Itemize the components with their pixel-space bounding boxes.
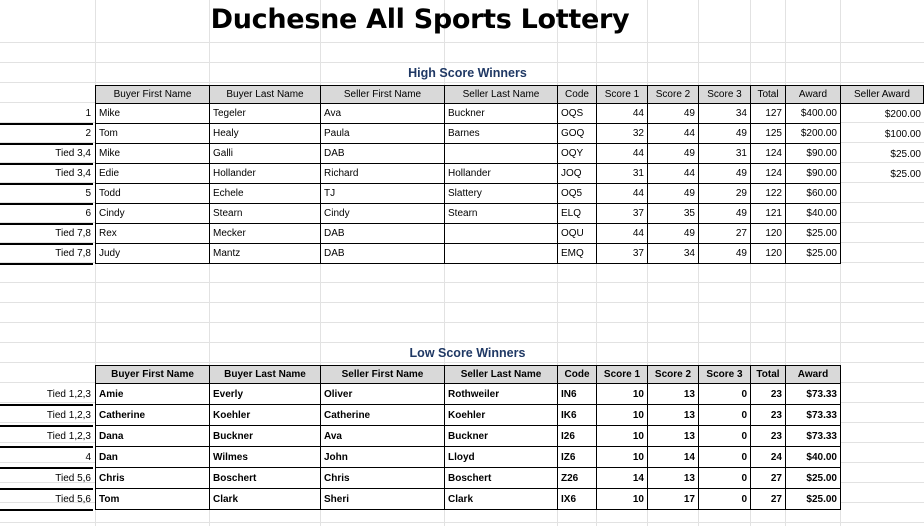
table-cell: 49 xyxy=(648,184,699,204)
column-header: Buyer First Name xyxy=(96,86,210,104)
table-cell: 10 xyxy=(597,405,648,426)
table-cell: 37 xyxy=(597,204,648,224)
table-cell: $40.00 xyxy=(786,204,841,224)
rank-label: Tied 3,4 xyxy=(0,145,93,165)
table-cell: OQ5 xyxy=(558,184,597,204)
page-title: Duchesne All Sports Lottery xyxy=(210,4,630,35)
table-cell: 124 xyxy=(751,144,786,164)
table-cell: Mecker xyxy=(210,224,321,244)
table-cell: Slattery xyxy=(445,184,558,204)
table-cell: Todd xyxy=(96,184,210,204)
low-score-section-title: Low Score Winners xyxy=(409,346,526,360)
table-cell: Paula xyxy=(321,124,445,144)
table-cell: 37 xyxy=(597,244,648,264)
table-cell: IX6 xyxy=(558,489,597,510)
table-cell: 49 xyxy=(699,244,751,264)
table-cell: Rothweiler xyxy=(445,384,558,405)
rank-label: Tied 7,8 xyxy=(0,225,93,245)
low-score-table xyxy=(95,365,841,510)
table-cell: 44 xyxy=(597,104,648,124)
rank-label: 5 xyxy=(0,185,93,205)
table-cell: Ava xyxy=(321,426,445,447)
seller-award-value: $100.00 xyxy=(884,129,921,140)
table-cell: 34 xyxy=(648,244,699,264)
table-cell: 44 xyxy=(597,184,648,204)
table-cell: DAB xyxy=(321,224,445,244)
table-cell: 127 xyxy=(751,104,786,124)
table-cell: 120 xyxy=(751,224,786,244)
table-cell: 10 xyxy=(597,447,648,468)
rank-label: 1 xyxy=(0,105,93,125)
table-cell: Hollander xyxy=(445,164,558,184)
table-cell: $73.33 xyxy=(786,405,841,426)
table-cell: $60.00 xyxy=(786,184,841,204)
table-cell: Chris xyxy=(96,468,210,489)
table-cell: JOQ xyxy=(558,164,597,184)
table-cell: Cindy xyxy=(96,204,210,224)
table-cell: DAB xyxy=(321,244,445,264)
table-cell: Catherine xyxy=(321,405,445,426)
table-cell: Boschert xyxy=(445,468,558,489)
table-cell: 0 xyxy=(699,468,751,489)
table-cell: 31 xyxy=(699,144,751,164)
table-cell: Richard xyxy=(321,164,445,184)
rank-label: Tied 5,6 xyxy=(0,469,93,490)
table-cell: Chris xyxy=(321,468,445,489)
table-cell: $25.00 xyxy=(786,244,841,264)
column-header: Score 3 xyxy=(699,366,751,384)
table-cell: Wilmes xyxy=(210,447,321,468)
table-cell: Tom xyxy=(96,124,210,144)
table-cell: $400.00 xyxy=(786,104,841,124)
table-cell: Catherine xyxy=(96,405,210,426)
high-score-section-title: High Score Winners xyxy=(408,66,527,80)
high-score-table xyxy=(95,85,841,264)
table-row xyxy=(96,426,841,447)
table-cell: $73.33 xyxy=(786,384,841,405)
table-cell: 29 xyxy=(699,184,751,204)
table-row xyxy=(96,184,841,204)
table-cell: $25.00 xyxy=(786,468,841,489)
table-cell: EMQ xyxy=(558,244,597,264)
table-cell: 17 xyxy=(648,489,699,510)
table-cell: Sheri xyxy=(321,489,445,510)
table-cell: IK6 xyxy=(558,405,597,426)
table-cell: Dan xyxy=(96,447,210,468)
table-cell: Amie xyxy=(96,384,210,405)
column-header: Buyer Last Name xyxy=(210,366,321,384)
table-cell: IN6 xyxy=(558,384,597,405)
table-cell: OQU xyxy=(558,224,597,244)
column-header: Code xyxy=(558,366,597,384)
table-row xyxy=(96,104,841,124)
table-cell: ELQ xyxy=(558,204,597,224)
table-cell: 0 xyxy=(699,384,751,405)
table-cell: 0 xyxy=(699,405,751,426)
rank-label: Tied 5,6 xyxy=(0,490,93,511)
table-cell: Koehler xyxy=(445,405,558,426)
table-cell: Oliver xyxy=(321,384,445,405)
table-cell: DAB xyxy=(321,144,445,164)
seller-award-value: $200.00 xyxy=(884,109,921,120)
table-row xyxy=(96,468,841,489)
table-cell: Clark xyxy=(445,489,558,510)
seller-award-header: Seller Award xyxy=(840,85,924,104)
table-row xyxy=(96,164,841,184)
table-cell: Clark xyxy=(210,489,321,510)
table-cell: 10 xyxy=(597,384,648,405)
table-cell: 27 xyxy=(699,224,751,244)
table-cell: 24 xyxy=(751,447,786,468)
table-row xyxy=(96,447,841,468)
table-cell: $200.00 xyxy=(786,124,841,144)
table-cell: Ava xyxy=(321,104,445,124)
column-header: Buyer Last Name xyxy=(210,86,321,104)
table-cell: I26 xyxy=(558,426,597,447)
table-cell: 125 xyxy=(751,124,786,144)
table-cell: Buckner xyxy=(445,426,558,447)
table-cell: 122 xyxy=(751,184,786,204)
table-cell: $73.33 xyxy=(786,426,841,447)
table-cell: 49 xyxy=(648,104,699,124)
table-cell: 27 xyxy=(751,468,786,489)
rank-label: Tied 7,8 xyxy=(0,245,93,265)
column-header: Seller Last Name xyxy=(445,86,558,104)
table-row xyxy=(96,224,841,244)
table-cell: $90.00 xyxy=(786,144,841,164)
table-cell: 49 xyxy=(648,144,699,164)
table-cell: 13 xyxy=(648,384,699,405)
rank-label: Tied 1,2,3 xyxy=(0,427,93,448)
table-cell: 23 xyxy=(751,426,786,447)
table-cell xyxy=(445,244,558,264)
table-cell: 13 xyxy=(648,426,699,447)
table-row xyxy=(96,204,841,224)
table-cell: Healy xyxy=(210,124,321,144)
table-cell: 49 xyxy=(648,224,699,244)
table-cell: 44 xyxy=(597,144,648,164)
table-cell: OQS xyxy=(558,104,597,124)
table-cell: Mantz xyxy=(210,244,321,264)
table-cell: 23 xyxy=(751,405,786,426)
table-cell: Koehler xyxy=(210,405,321,426)
table-cell: Everly xyxy=(210,384,321,405)
column-header: Award xyxy=(786,86,841,104)
table-cell: $40.00 xyxy=(786,447,841,468)
column-header: Score 2 xyxy=(648,86,699,104)
table-cell: 14 xyxy=(648,447,699,468)
table-cell: 35 xyxy=(648,204,699,224)
table-cell: 31 xyxy=(597,164,648,184)
table-cell: 10 xyxy=(597,426,648,447)
rank-label: 2 xyxy=(0,125,93,145)
table-row xyxy=(96,144,841,164)
rank-label: 6 xyxy=(0,205,93,225)
column-header: Award xyxy=(786,366,841,384)
column-header: Score 2 xyxy=(648,366,699,384)
table-cell: Judy xyxy=(96,244,210,264)
table-cell: Rex xyxy=(96,224,210,244)
table-cell: Tom xyxy=(96,489,210,510)
table-cell: Stearn xyxy=(445,204,558,224)
column-header: Score 1 xyxy=(597,366,648,384)
table-cell: 34 xyxy=(699,104,751,124)
rank-label: Tied 1,2,3 xyxy=(0,385,93,406)
table-cell: 44 xyxy=(597,224,648,244)
table-row xyxy=(96,405,841,426)
table-row xyxy=(96,124,841,144)
column-header: Buyer First Name xyxy=(96,366,210,384)
table-cell: Cindy xyxy=(321,204,445,224)
table-cell xyxy=(445,144,558,164)
table-cell: John xyxy=(321,447,445,468)
table-cell: Mike xyxy=(96,144,210,164)
column-header: Score 3 xyxy=(699,86,751,104)
table-cell: Boschert xyxy=(210,468,321,489)
table-cell: 49 xyxy=(699,124,751,144)
column-header: Code xyxy=(558,86,597,104)
table-cell: 49 xyxy=(699,204,751,224)
table-row xyxy=(96,384,841,405)
table-cell: Lloyd xyxy=(445,447,558,468)
table-row xyxy=(96,489,841,510)
table-cell: 121 xyxy=(751,204,786,224)
table-cell: 49 xyxy=(699,164,751,184)
column-header: Score 1 xyxy=(597,86,648,104)
column-header: Seller First Name xyxy=(321,86,445,104)
table-cell: Hollander xyxy=(210,164,321,184)
column-header: Total xyxy=(751,86,786,104)
table-cell: Buckner xyxy=(445,104,558,124)
seller-award-value: $25.00 xyxy=(890,169,921,180)
table-cell: Dana xyxy=(96,426,210,447)
table-cell: 32 xyxy=(597,124,648,144)
table-cell: 44 xyxy=(648,124,699,144)
table-cell: TJ xyxy=(321,184,445,204)
table-cell: Galli xyxy=(210,144,321,164)
table-cell: $90.00 xyxy=(786,164,841,184)
table-cell: OQY xyxy=(558,144,597,164)
column-header: Seller Last Name xyxy=(445,366,558,384)
rank-label: Tied 3,4 xyxy=(0,165,93,185)
table-cell: Edie xyxy=(96,164,210,184)
table-cell: Echele xyxy=(210,184,321,204)
table-cell: 0 xyxy=(699,447,751,468)
table-cell: 23 xyxy=(751,384,786,405)
table-cell: Buckner xyxy=(210,426,321,447)
table-cell: 0 xyxy=(699,426,751,447)
table-cell: Mike xyxy=(96,104,210,124)
rank-label: 4 xyxy=(0,448,93,469)
table-cell: Z26 xyxy=(558,468,597,489)
table-cell xyxy=(445,224,558,244)
table-cell: Stearn xyxy=(210,204,321,224)
table-cell: GOQ xyxy=(558,124,597,144)
table-row xyxy=(96,244,841,264)
column-header: Total xyxy=(751,366,786,384)
table-cell: Tegeler xyxy=(210,104,321,124)
table-cell: 13 xyxy=(648,405,699,426)
column-header: Seller First Name xyxy=(321,366,445,384)
table-cell: 13 xyxy=(648,468,699,489)
table-cell: 124 xyxy=(751,164,786,184)
seller-award-value: $25.00 xyxy=(890,149,921,160)
table-cell: $25.00 xyxy=(786,489,841,510)
table-cell: 44 xyxy=(648,164,699,184)
table-cell: IZ6 xyxy=(558,447,597,468)
rank-label: Tied 1,2,3 xyxy=(0,406,93,427)
table-cell: 27 xyxy=(751,489,786,510)
table-cell: 10 xyxy=(597,489,648,510)
table-cell: $25.00 xyxy=(786,224,841,244)
table-cell: Barnes xyxy=(445,124,558,144)
table-cell: 14 xyxy=(597,468,648,489)
table-cell: 120 xyxy=(751,244,786,264)
table-cell: 0 xyxy=(699,489,751,510)
